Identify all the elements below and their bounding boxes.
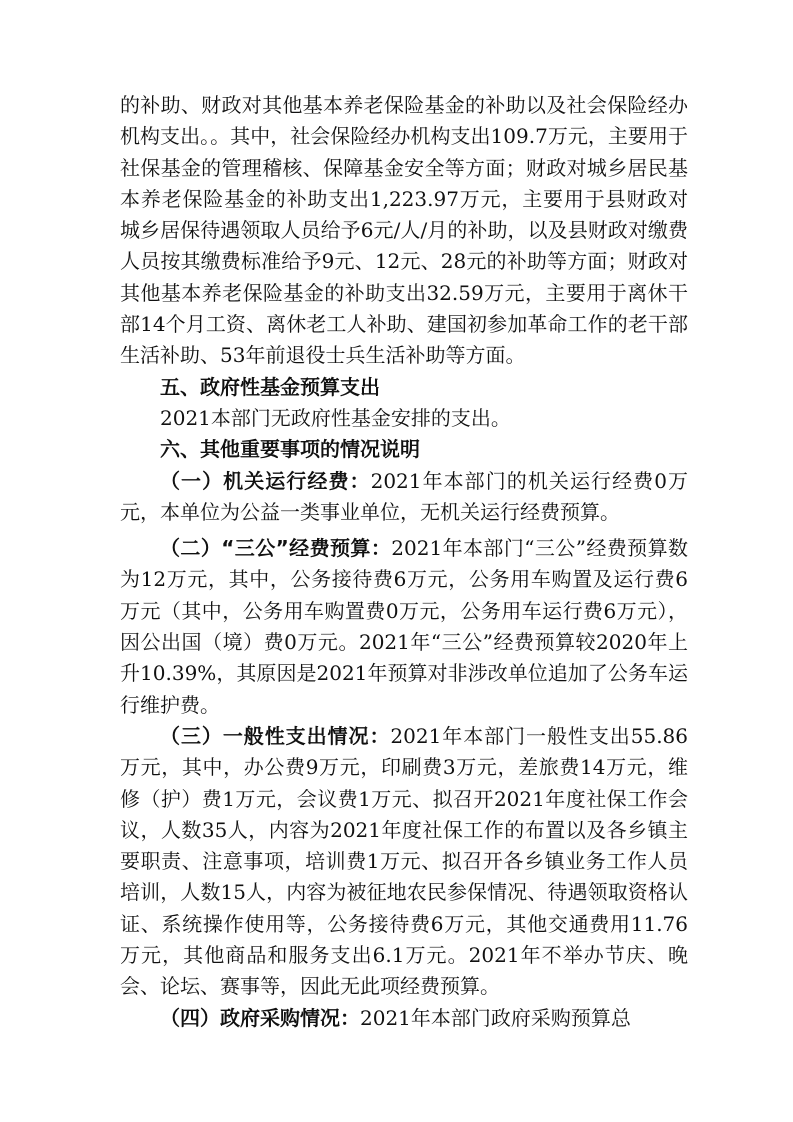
subsection-text-4: 2021年本部门政府采购预算总 [360, 1005, 631, 1030]
paragraph-three-public-expenses [120, 533, 688, 721]
paragraph-operating-expenses [120, 466, 688, 529]
subsection-lead-2: （二）“三公”经费预算： [160, 536, 392, 561]
section-heading-5: 五、政府性基金预算支出 [160, 374, 380, 399]
paragraph-general-expenses [120, 721, 688, 1003]
subsection-text-2: 2021年本部门“三公”经费预算数为12万元，其中，公务接待费6万元，公务用车购置及运行费6万元（其中，公务用车购置费0万元，公务用车运行费6万元），因公出国（境）费0万元。2021年“三公”经费预算较2020年上升10.39%，其原因是2021年预算对非涉改单位追加了公务车运行维护费。 [120, 536, 688, 717]
subsection-lead-4: （四）政府采购情况： [160, 1005, 360, 1030]
subsection-lead-3: （三）一般性支出情况： [160, 723, 391, 748]
section-heading-6: 六、其他重要事项的情况说明 [160, 437, 420, 462]
paragraph-gov-fund: 2021本部门无政府性基金安排的支出。 [160, 405, 511, 430]
subsection-text-3: 2021年本部门一般性支出55.86万元，其中，办公费9万元，印刷费3万元，差旅费14万元，维修（护）费1万元，会议费1万元、拟召开2021年度社保工作会议，人数35人，内容为2021年度社保工作的布置以及各乡镇主要职责、注意事项，培训费1万元、拟召开各乡镇业务工作人员培训，人数15人，内容为被征地农民参保情况、待遇领取资格认证、系统操作使用等，公务接待费6万元，其他交通费用11.76万元，其他商品和服务支出6.1万元。2021年不举办节庆、晚会、论坛、赛事等，因此无此项经费预算。 [120, 723, 689, 999]
paragraph-social-insurance: 的补助、财政对其他基本养老保险基金的补助以及社会保险经办机构支出。。其中，社会保险经办机构支出109.7万元，主要用于社保基金的管理稽核、保障基金安全等方面；财政对城乡居民基本养老保险基金的补助支出1,223.97万元，主要用于县财政对城乡居保待遇领取人员给予6元/人/月的补助，以及县财政对缴费人员按其缴费标准给予9元、12元、28元的补助等方面；财政对其他基本养老保险基金的补助支出32.59万元，主要用于离休干部14个月工资、离休老工人补助、建国初参加革命工作的老干部生活补助、53年前退役士兵生活补助等方面。 [120, 93, 688, 368]
paragraph-procurement [120, 1003, 688, 1034]
subsection-lead-1: （一）机关运行经费： [160, 468, 371, 493]
document-page [120, 90, 688, 1034]
subsection-text-1: 2021年本部门的机关运行经费0万元，本单位为公益一类事业单位，无机关运行经费预算。 [120, 468, 689, 524]
